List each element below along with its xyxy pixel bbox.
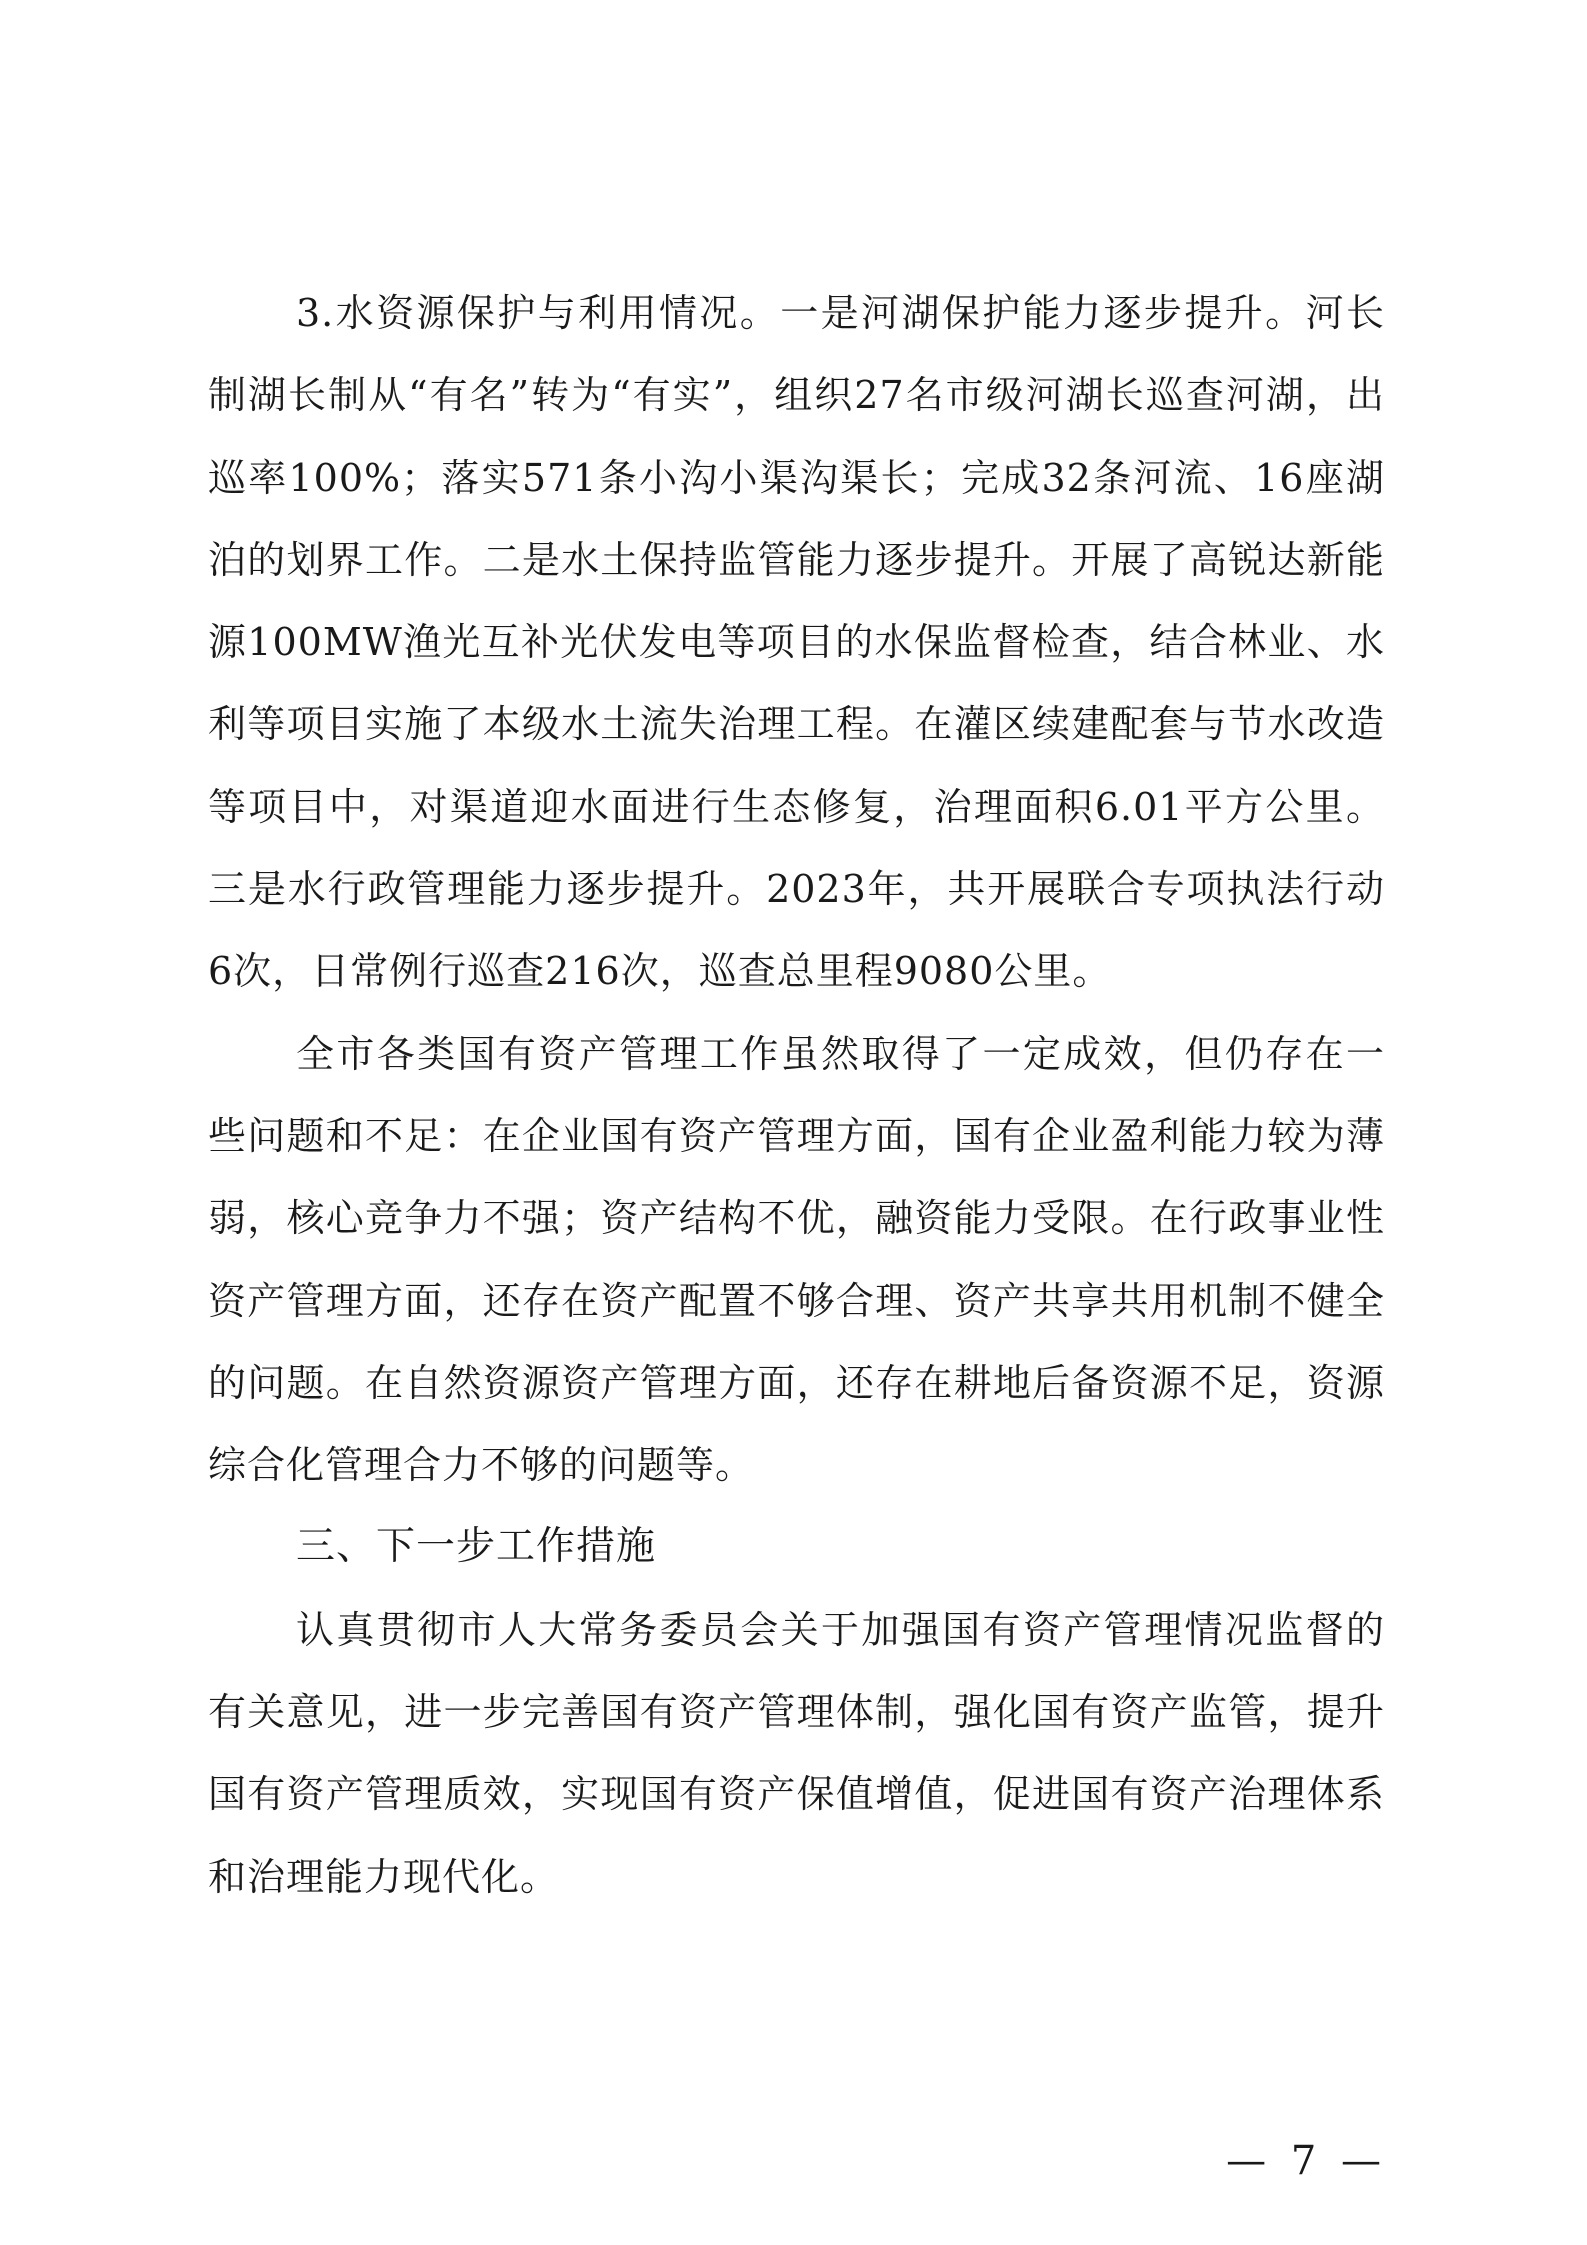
paragraph-problems: 全市各类国有资产管理工作虽然取得了一定成效，但仍存在一些问题和不足：在企业国有资产管理方面，国有企业盈利能力较为薄弱，核心竞争力不强；资产结构不优，融资能力受限。在行政事业性资产管理方面，还存在资产配置不够合理、资产共享共用机制不健全的问题。在自然资源资产管理方面，还存在耕地后备资源不足，资源综合化管理合力不够的问题等。 [208,1031,1385,1488]
page-number: — 7 — [1226,2138,1387,2184]
paragraph-water-resources: 3.水资源保护与利用情况。一是河湖保护能力逐步提升。河长制湖长制从“有名”转为“有实”，组织27名市级河湖长巡查河湖，出巡率100%；落实571条小沟小渠沟渠长；完成32条河流、16座湖泊的划界工作。二是水土保持监管能力逐步提升。开展了高锐达新能源100MW渔光互补光伏发电等项目的水保监督检查，结合林业、水利等项目实施了本级水土流失治理工程。在灌区续建配套与节水改造等项目中，对渠道迎水面进行生态修复，治理面积6.01平方公里。三是水行政管理能力逐步提升。2023年，共开展联合专项执法行动6次，日常例行巡查216次，巡查总里程9080公里。 [208,291,1385,994]
section-heading-next-steps: 三、下一步工作措施 [296,1524,657,1570]
paragraph-next-steps: 认真贯彻市人大常务委员会关于加强国有资产管理情况监督的有关意见，进一步完善国有资产管理体制，强化国有资产监管，提升国有资产管理质效，实现国有资产保值增值，促进国有资产治理体系和治理能力现代化。 [208,1607,1385,1899]
document-body [208,272,1385,1918]
